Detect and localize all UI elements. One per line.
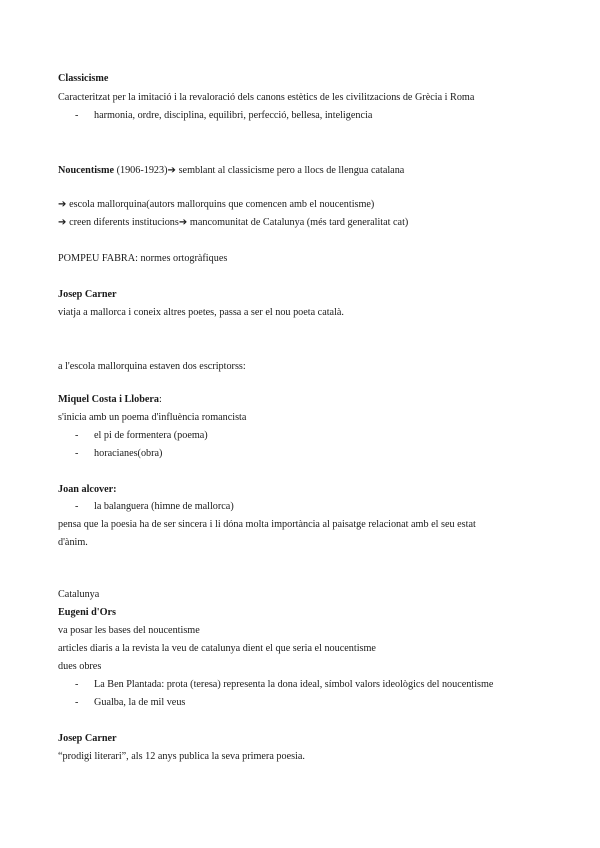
catalunya-label: Catalunya <box>58 589 100 600</box>
noucentisme-line <box>58 164 404 177</box>
noucentisme-point-1: ➔ escola mallorquina(autors mallorquins que comencen amb el noucentisme) <box>58 199 375 210</box>
ors-line-3: dues obres <box>58 661 102 672</box>
classicisme-list-item: harmonia, ordre, disciplina, equilibri, perfecció, bellesa, inteligencia <box>94 110 373 121</box>
costa-heading-line <box>58 393 162 406</box>
ors-line-1: va posar les bases del noucentisme <box>58 625 200 636</box>
bullet-marker: - <box>75 430 79 441</box>
ors-list-item: La Ben Plantada: prota (teresa) representa la dona ideal, símbol valors ideològics del noucentisme <box>94 679 494 690</box>
ors-heading: Eugeni d'Ors <box>58 607 117 618</box>
noucentisme-heading: Noucentisme <box>58 165 115 176</box>
bullet-marker: - <box>75 501 79 512</box>
alcover-heading: Joan alcover: <box>58 484 117 495</box>
alcover-text-1: pensa que la poesia ha de ser sincera i li dóna molta importància al paisatge relacionat amb el seu estat <box>58 519 476 530</box>
carner-text: viatja a mallorca i coneix altres poetes, passa a ser el nou poeta català. <box>58 307 344 318</box>
bullet-marker: - <box>75 697 79 708</box>
carner-heading: Josep Carner <box>58 289 117 300</box>
bullet-marker: - <box>75 448 79 459</box>
noucentisme-point-2: ➔ creen diferents institucions➔ mancomunitat de Catalunya (més tard generalitat cat) <box>58 217 409 228</box>
noucentisme-dates: (1906-1923)➔ semblant al classicisme pero a llocs de llengua catalana <box>114 165 405 176</box>
bullet-marker: - <box>75 679 79 690</box>
escola-intro: a l'escola mallorquina estaven dos escriptorss: <box>58 361 246 372</box>
carner2-text: “prodigi literari”, als 12 anys publica la seva primera poesia. <box>58 751 305 762</box>
classicisme-text: Caracteritzat per la imitació i la revaloració dels canons estètics de les civilitzacions de Grècia i Roma <box>58 92 475 103</box>
costa-list-item: horacianes(obra) <box>94 448 163 459</box>
classicisme-heading: Classicisme <box>58 73 109 84</box>
alcover-text-2: d'ànim. <box>58 537 88 548</box>
ors-list-item: Gualba, la de mil veus <box>94 697 186 708</box>
carner2-heading: Josep Carner <box>58 733 117 744</box>
bullet-marker: - <box>75 110 79 121</box>
pompeu-fabra-line: POMPEU FABRA: normes ortogràfiques <box>58 253 228 264</box>
costa-list-item: el pi de formentera (poema) <box>94 430 208 441</box>
costa-colon: : <box>159 394 162 405</box>
ors-line-2: articles diaris a la revista la veu de catalunya dient el que seria el noucentisme <box>58 643 376 654</box>
costa-text: s'inicia amb un poema d'influència romancista <box>58 412 247 423</box>
alcover-list-item: la balanguera (himne de mallorca) <box>94 501 234 512</box>
costa-heading: Miquel Costa i Llobera <box>58 394 160 405</box>
